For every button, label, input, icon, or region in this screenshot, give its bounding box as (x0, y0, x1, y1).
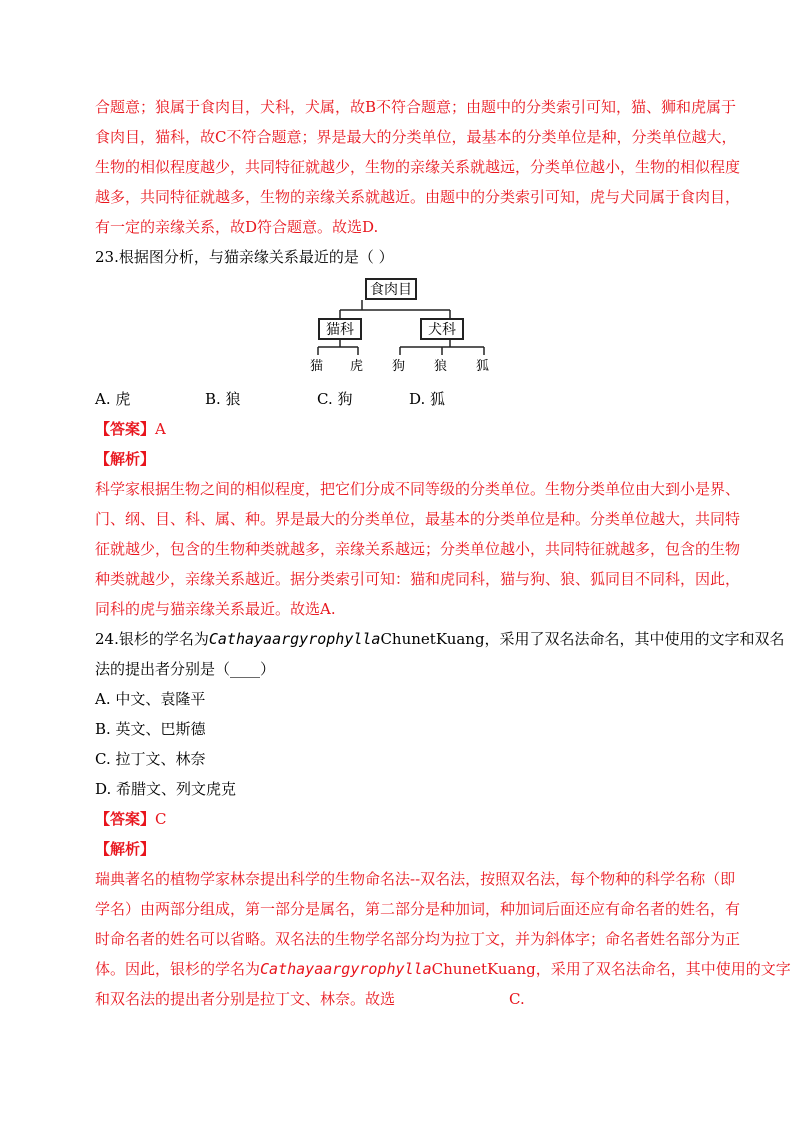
prev-analysis-line: 食肉目，猫科，故C不符合题意；界是最大的分类单位，最基本的分类单位是种，分类单位越大， (95, 128, 737, 146)
q24-analysis-scientific-name: Cathayaargyrophylla (260, 960, 432, 978)
classification-tree-diagram (300, 275, 500, 375)
q23-analysis-line: 征就越少，包含的生物种类就越多，亲缘关系越远；分类单位越小，共同特征就越多，包含的生物 (95, 540, 741, 558)
q24-analysis-prefix: 体。因此，银杉的学名为 (95, 960, 261, 978)
q24-analysis-final-prefix: 和双名法的提出者分别是拉丁文、林奈。故选 (95, 990, 396, 1008)
q23-analysis-line: 门、纲、目、科、属、种。界是最大的分类单位，最基本的分类单位是种。分类单位越大，共同特 (95, 510, 741, 528)
q23-analysis-line: 同科的虎与猫亲缘关系最近。故选A. (95, 600, 336, 618)
q24-answer: C (155, 810, 167, 828)
q23-analysis-line: 科学家根据生物之间的相似程度，把它们分成不同等级的分类单位。生物分类单位由大到小是界、 (95, 480, 741, 498)
q23-options (95, 384, 715, 414)
document-page (95, 92, 791, 1014)
prev-analysis-line: 合题意；狼属于食肉目，犬科，犬属，故B不符合题意；由题中的分类索引可知，猫、狮和虎属于 (95, 98, 737, 116)
q24-analysis-line: 时命名者的姓名可以省略。双名法的生物学名部分均为拉丁文，并为斜体字；命名者姓名部分为正 (95, 930, 741, 948)
q24-answer-tag: 【答案】 (95, 810, 156, 828)
q24-question-prefix: 24.银杉的学名为 (95, 630, 209, 648)
q23-answer-tag: 【答案】 (95, 420, 156, 438)
q24-analysis-line: 学名）由两部分组成，第一部分是属名，第二部分是种加词，种加词后面还应有命名者的姓名，有 (95, 900, 741, 918)
q24-analysis-suffix: ChunetKuang，采用了双名法命名，其中使用的文字 (431, 960, 791, 978)
tree-root-order: 食肉目 (365, 278, 417, 300)
tree-leaf-tiger: 虎 (350, 359, 364, 374)
q24-analysis-line (95, 954, 791, 984)
q24-question-suffix: ChunetKuang，采用了双名法命名，其中使用的文字和双名 (380, 630, 785, 648)
q24-analysis-final-answer: C. (509, 990, 525, 1008)
q24-question-line1 (95, 624, 785, 654)
q24-analysis-line (95, 984, 715, 1014)
tree-leaf-cat: 猫 (310, 359, 324, 374)
q24-option-a: A. 中文、袁隆平 (95, 690, 206, 708)
prev-analysis-line: 越多，共同特征就越多，生物的亲缘关系就越近。由题中的分类索引可知，虎与犬同属于食肉目， (95, 188, 741, 206)
q23-option-b: B. 狼 (205, 390, 241, 408)
tree-family-cat: 猫科 (318, 318, 362, 340)
q23-answer: A (155, 420, 166, 438)
q24-option-c: C. 拉丁文、林奈 (95, 750, 206, 768)
q24-option-d: D. 希腊文、列文虎克 (95, 780, 237, 798)
prev-analysis-line: 有一定的亲缘关系，故D符合题意。故选D. (95, 218, 379, 236)
q24-analysis-tag: 【解析】 (95, 840, 156, 858)
q24-analysis-line: 瑞典著名的植物学家林奈提出科学的生物命名法--双名法，按照双名法，每个物种的科学名称（即 (95, 870, 736, 888)
tree-leaf-fox: 狐 (476, 359, 490, 374)
prev-analysis-line: 生物的相似程度越少，共同特征就越少，生物的亲缘关系就越远，分类单位越小，生物的相似程度 (95, 158, 741, 176)
q24-question-line2: 法的提出者分别是（____） (95, 660, 276, 678)
tree-family-dog: 犬科 (420, 318, 464, 340)
q23-question: 23.根据图分析，与猫亲缘关系最近的是（ ） (95, 248, 394, 266)
q24-option-b: B. 英文、巴斯德 (95, 720, 206, 738)
q24-scientific-name: Cathayaargyrophylla (208, 630, 381, 648)
tree-leaf-dog: 狗 (392, 359, 406, 374)
q23-analysis-tag: 【解析】 (95, 450, 156, 468)
q23-option-c: C. 狗 (317, 390, 353, 408)
q23-option-d: D. 狐 (409, 390, 446, 408)
q23-option-a: A. 虎 (95, 390, 131, 408)
q23-analysis-line: 种类就越少，亲缘关系越近。据分类索引可知：猫和虎同科，猫与狗、狼、狐同目不同科，因此， (95, 570, 741, 588)
tree-leaf-wolf: 狼 (434, 359, 448, 374)
